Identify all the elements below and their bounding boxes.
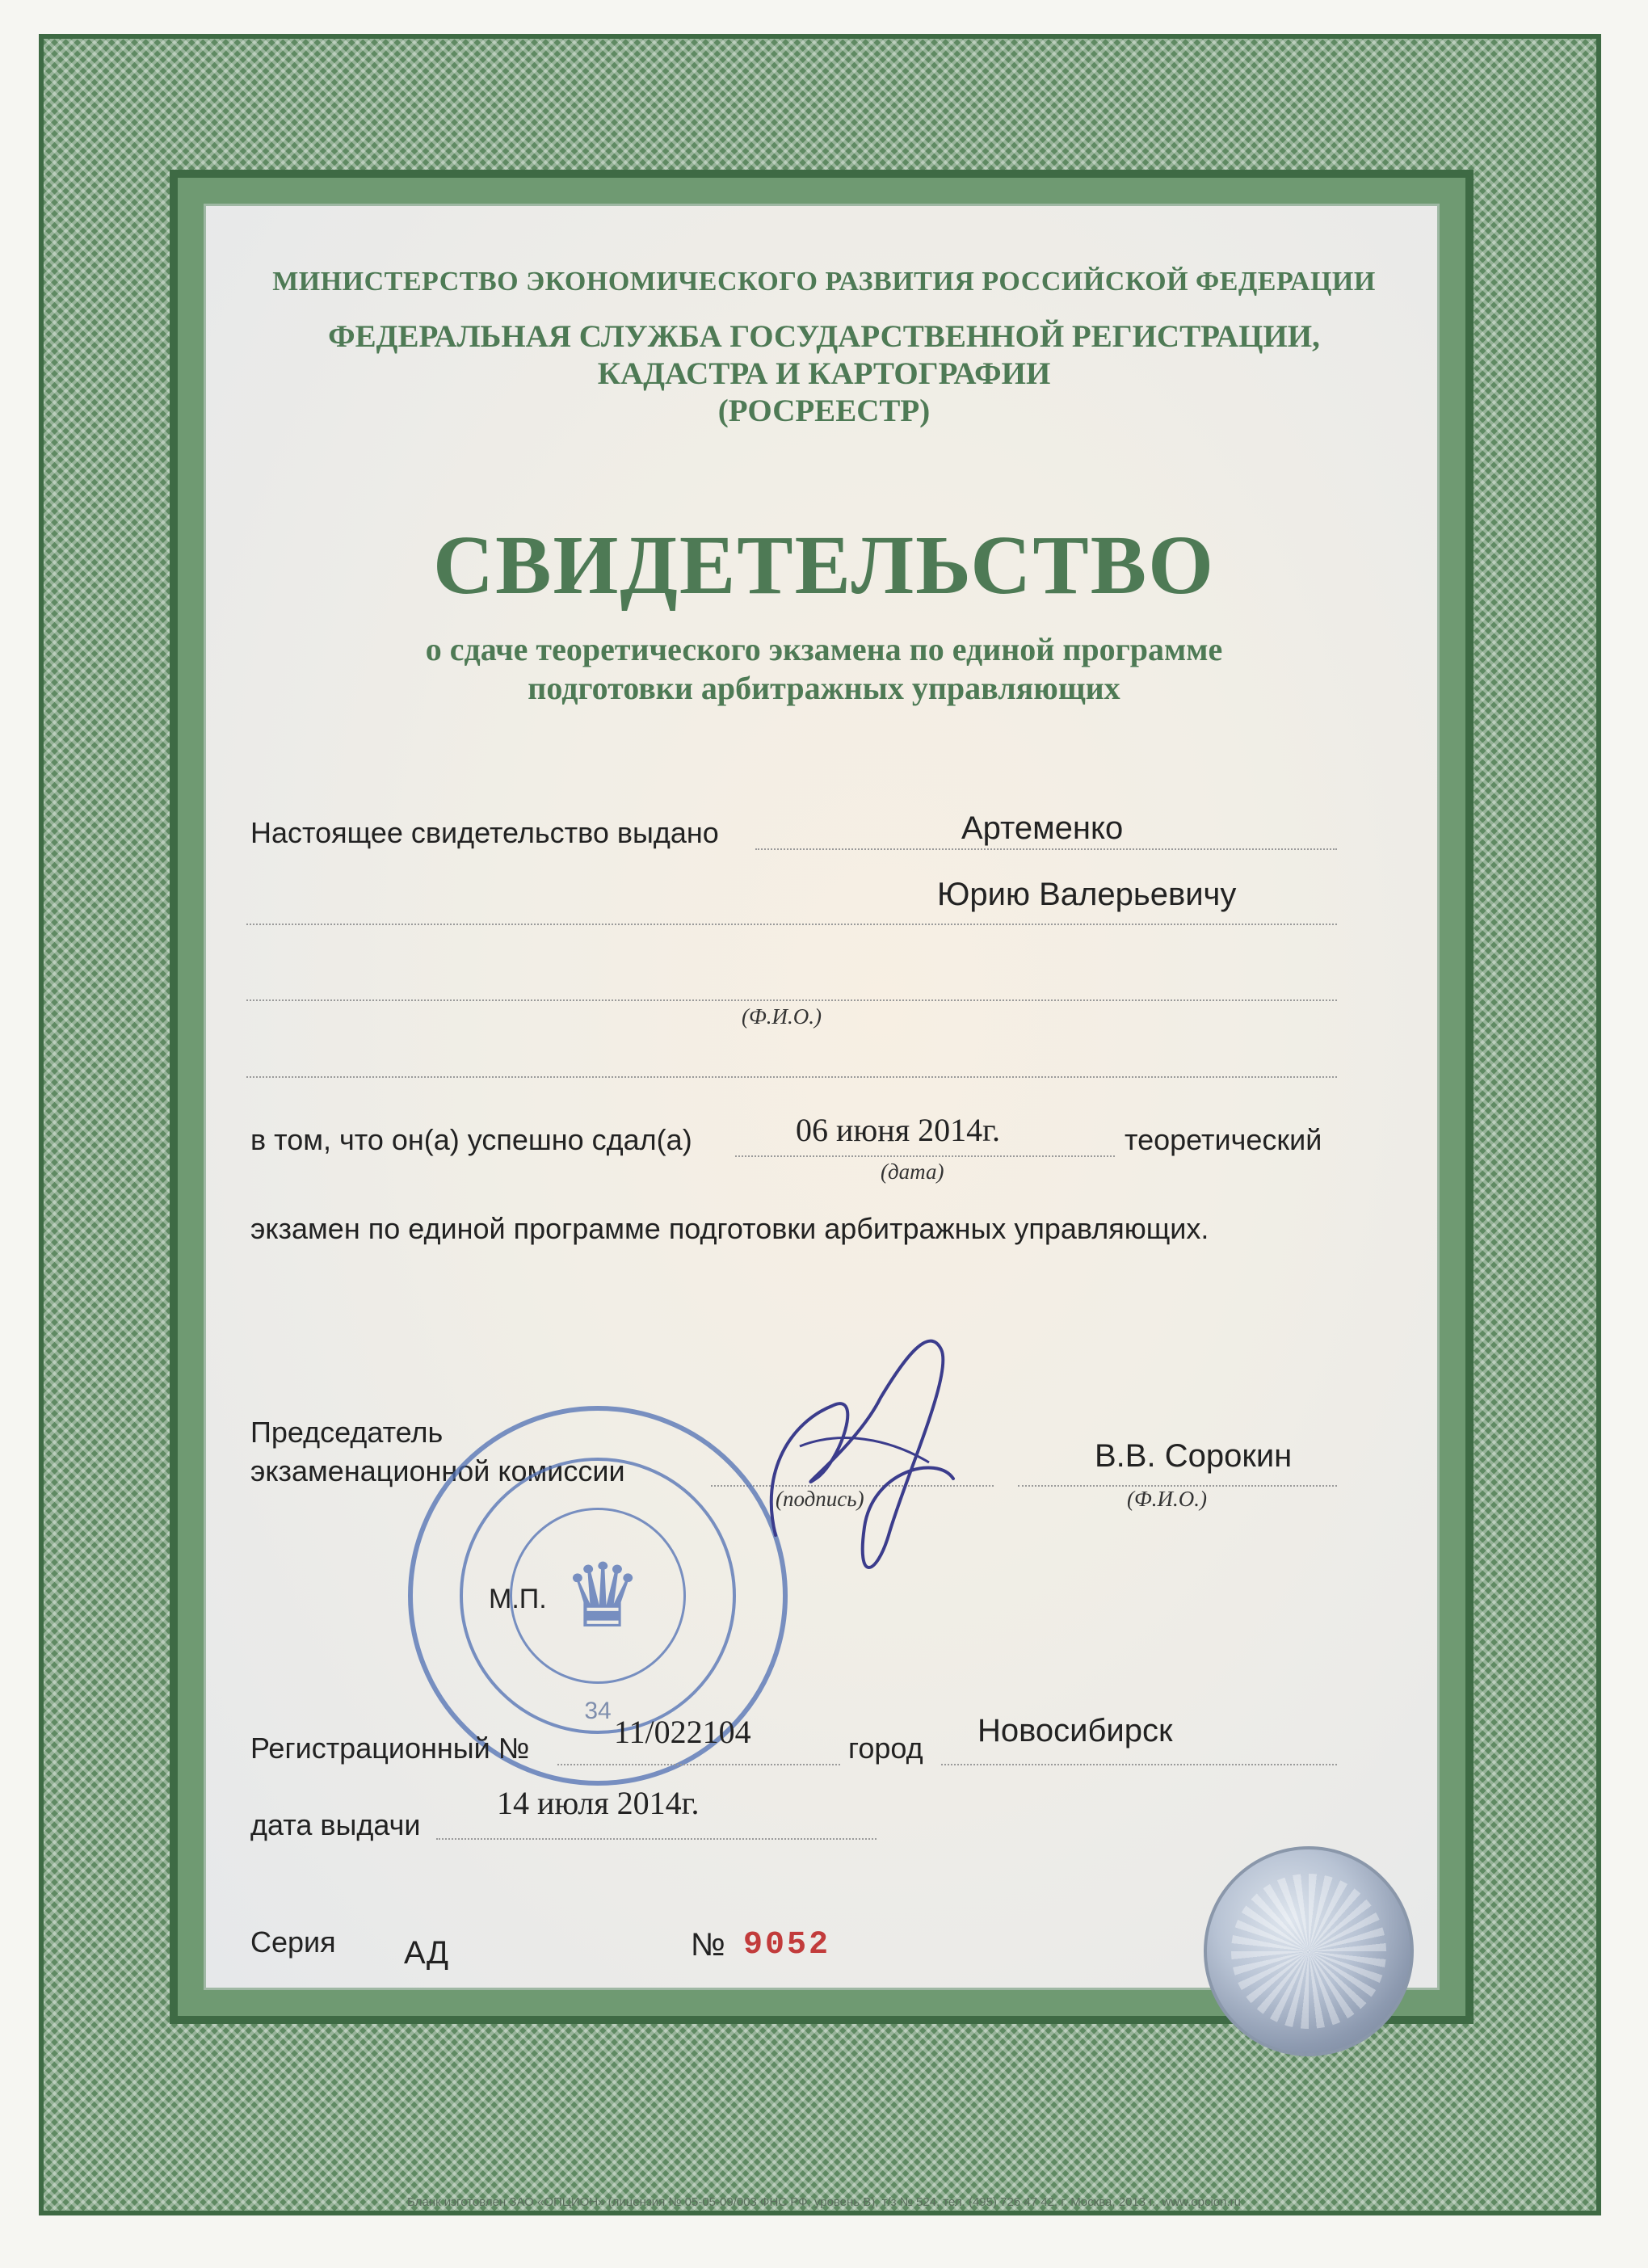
issued-line-1 (755, 848, 1337, 850)
issue-date-line (436, 1838, 877, 1840)
certificate-title: СВИДЕТЕЛЬСТВО (432, 519, 1216, 612)
city-value: Новосибирск (977, 1713, 1173, 1748)
exam-date-line (735, 1155, 1115, 1157)
issued-line-4 (246, 1076, 1337, 1078)
printer-footer: Бланк изготовлен ЗАО «ОПЦИОН» (лицензия № 05-05-09/003 ФНС РФ, уровень В), т/з № 524, тел. (495) 726 47 42, г. Москва, 2013 г., www.opcion.ru (407, 2195, 1241, 2209)
chair-label-line1: Председатель (250, 1416, 444, 1449)
city-line (941, 1764, 1337, 1765)
registration-line (557, 1764, 840, 1765)
hologram-seal (1204, 1846, 1414, 2056)
seal-place-label: М.П. (489, 1584, 547, 1614)
exam-suffix: теоретический (1125, 1123, 1322, 1156)
service-heading-line3: (РОСРЕЕСТР) (717, 393, 931, 428)
certificate-subtitle-line1: о сдаче теоретического экзамена по единой программе (425, 631, 1223, 667)
holder-name: Юрию Валерьевичу (937, 877, 1237, 912)
seal-number: 34 (584, 1698, 612, 1724)
registration-label: Регистрационный № (250, 1732, 530, 1765)
holder-surname: Артеменко (961, 810, 1124, 846)
chair-name-caption: (Ф.И.О.) (1127, 1487, 1207, 1511)
double-headed-eagle-icon: ♛ (562, 1547, 643, 1646)
ministry-heading: МИНИСТЕРСТВО ЭКОНОМИЧЕСКОГО РАЗВИТИЯ РОССИЙСКОЙ ФЕДЕРАЦИИ (272, 267, 1376, 297)
exam-line2: экзамен по единой программе подготовки арбитражных управляющих. (250, 1212, 1209, 1245)
registration-number: 11/022104 (614, 1714, 751, 1750)
service-heading-line2: КАДАСТРА И КАРТОГРАФИИ (597, 356, 1051, 391)
chair-name: В.В. Сорокин (1095, 1438, 1293, 1474)
issue-date: 14 июля 2014г. (497, 1785, 700, 1821)
number-sign: № (691, 1927, 725, 1963)
issued-line-2 (246, 924, 1337, 925)
certificate-subtitle-line2: подготовки арбитражных управляющих (528, 670, 1120, 706)
issued-line-3 (246, 999, 1337, 1001)
signature-caption: (подпись) (776, 1487, 864, 1511)
series-label: Серия (250, 1925, 336, 1959)
issue-date-label: дата выдачи (250, 1808, 421, 1841)
serial-number: 9052 (743, 1927, 831, 1963)
issued-label: Настоящее свидетельство выдано (250, 816, 719, 849)
series-value: АД (404, 1935, 449, 1971)
chair-label-line2: экзаменационной комиссии (250, 1454, 625, 1487)
chair-signature (743, 1325, 986, 1592)
service-heading-line1: ФЕДЕРАЛЬНАЯ СЛУЖБА ГОСУДАРСТВЕННОЙ РЕГИСТРАЦИИ, (328, 319, 1320, 354)
city-label: город (848, 1732, 923, 1765)
certificate-body (204, 204, 1440, 1990)
exam-prefix: в том, что он(а) успешно сдал(а) (250, 1123, 692, 1156)
exam-date-caption: (дата) (881, 1159, 944, 1184)
fio-caption: (Ф.И.О.) (742, 1004, 822, 1029)
exam-date: 06 июня 2014г. (796, 1112, 1000, 1148)
